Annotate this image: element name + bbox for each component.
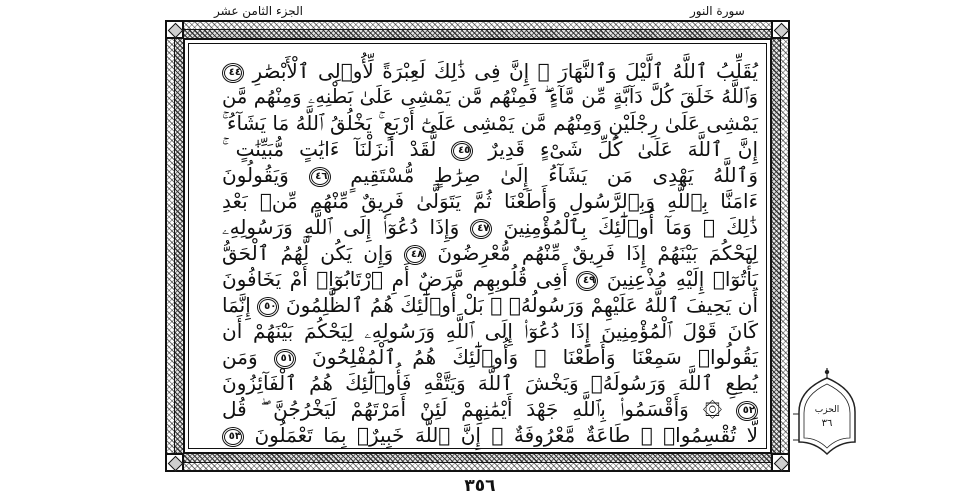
page-number: ٣٥٦: [464, 476, 496, 496]
mushaf-line: [222, 370, 758, 396]
frame-corner-ornament: [771, 453, 790, 472]
hizb-number: ٣٦: [821, 418, 833, 429]
mushaf-text-block: [222, 58, 758, 448]
mushaf-line: [222, 318, 758, 344]
verse-text: أَن يَحِيفَ ٱللَّهُ عَلَيْهِمْ وَرَسُولُهُۥ ۚ بَلْ أُو۟لَٰٓئِكَ هُمُ ٱلظَّٰلِمُونَ: [285, 293, 759, 317]
verse-text: وَمَن: [222, 345, 258, 369]
frame-corner-ornament: [165, 453, 184, 472]
mushaf-line: [222, 214, 758, 240]
mushaf-line: [222, 162, 758, 188]
verse-text: لَّقَدْ أَنزَلْنَآ ءَايَٰتٍ مُّبَيِّنَٰتٍ ۚ: [222, 137, 437, 161]
verse-text: وَأَقْسَمُوا۟ بِٱللَّهِ جَهْدَ أَيْمَٰنِهِمْ لَئِنْ أَمَرْتَهُمْ لَيَخْرُجُنَّ ۖ قُل: [222, 397, 689, 421]
verse-text: لَّا تُقْسِمُوا۟ ۖ طَاعَةٌ مَّعْرُوفَةٌ ۚ إِنَّ ٱللَّهَ خَبِيرٌۢ بِمَا تَعْمَلُونَ: [254, 423, 758, 447]
ayah-end-marker: ٤٦: [309, 167, 331, 187]
hizb-finial: [825, 370, 829, 374]
ayah-end-marker: ٥١: [274, 349, 296, 369]
mushaf-line: [222, 266, 758, 292]
verse-text: أَفِى قُلُوبِهِم مَّرَضٌ أَمِ ٱرْتَابُوٓا۟ أَمْ يَخَافُونَ: [222, 267, 568, 291]
surah-title: سورة النور: [690, 4, 745, 18]
verse-text: وَإِذَا دُعُوٓا۟ إِلَى ٱللَّهِ وَرَسُولِهِۦ: [222, 215, 460, 239]
frame-corner-ornament: [771, 20, 790, 39]
ayah-end-marker: ٤٤: [222, 63, 244, 83]
verse-text: وَيَقُولُونَ: [222, 163, 289, 187]
mushaf-line: [222, 110, 758, 136]
mushaf-line: [222, 344, 758, 370]
juz-title: الجزء الثامن عشر: [214, 4, 303, 18]
frame-corner-ornament: [165, 20, 184, 39]
mushaf-line: [222, 84, 758, 110]
ayah-end-marker: ٤٩: [576, 271, 598, 291]
mushaf-line: [222, 58, 758, 84]
ayah-end-marker: ٤٨: [404, 245, 426, 265]
hizb-marker: [793, 368, 861, 456]
verse-text: ذَٰلِكَ ۚ وَمَآ أُو۟لَٰٓئِكَ بِٱلْمُؤْمِنِينَ: [503, 215, 759, 239]
verse-text: وَٱللَّهُ خَلَقَ كُلَّ دَآبَّةٍ مِّن مَّآءٍ ۖ فَمِنْهُم مَّن يَمْشِى عَلَىٰ بَطْنِهِۦ وَمِنْهُم مَّن: [222, 85, 758, 108]
verse-text: يُطِعِ ٱللَّهَ وَرَسُولَهُۥ وَيَخْشَ ٱللَّهَ وَيَتَّقْهِ فَأُو۟لَٰٓئِكَ هُمُ ٱلْفَآئِزُونَ: [222, 371, 758, 395]
mushaf-line: [222, 292, 758, 318]
mushaf-line: [222, 422, 758, 448]
verse-text: يَقُولُوا۟ سَمِعْنَا وَأَطَعْنَا ۚ وَأُو۟لَٰٓئِكَ هُمُ ٱلْمُفْلِحُونَ: [312, 345, 758, 369]
verse-text: يَمْشِى عَلَىٰ رِجْلَيْنِ وَمِنْهُم مَّن يَمْشِى عَلَىٰٓ أَرْبَعٍ ۚ يَخْلُقُ ٱللَّهُ مَا يَشَآءُ ۚ: [222, 111, 758, 135]
verse-text: إِنَّ ٱللَّهَ عَلَىٰ كُلِّ شَىْءٍ قَدِيرٌ: [488, 137, 759, 161]
mushaf-line: [222, 188, 758, 214]
rub-el-hizb-icon: ۞: [702, 397, 723, 421]
ayah-end-marker: ٥٠: [257, 297, 279, 317]
mushaf-line: [222, 240, 758, 266]
verse-text: لِيَحْكُمَ بَيْنَهُمْ إِذَا فَرِيقٌ مِّنْهُم مُّعْرِضُونَ: [437, 241, 759, 265]
hizb-label: الحزب: [814, 405, 840, 415]
ayah-end-marker: ٥٣: [222, 427, 244, 447]
verse-text: ءَامَنَّا بِٱللَّهِ وَبِٱلرَّسُولِ وَأَطَعْنَا ثُمَّ يَتَوَلَّىٰ فَرِيقٌ مِّنْهُم مِّنۢ بَعْدِ: [222, 189, 758, 213]
verse-text: يُقَلِّبُ ٱللَّهُ ٱلَّيْلَ وَٱلنَّهَارَ ۚ إِنَّ فِى ذَٰلِكَ لَعِبْرَةً لِّأُو۟لِى ٱلْأَبْصَٰرِ: [252, 59, 759, 83]
verse-text: وَٱللَّهُ يَهْدِى مَن يَشَآءُ إِلَىٰ صِرَٰطٍ مُّسْتَقِيمٍ: [350, 163, 758, 187]
verse-text: كَانَ قَوْلَ ٱلْمُؤْمِنِينَ إِذَا دُعُوٓا۟ إِلَى ٱللَّهِ وَرَسُولِهِۦ لِيَحْكُمَ بَيْنَهُمْ أَن: [222, 319, 758, 343]
verse-text: يَأْتُوٓا۟ إِلَيْهِ مُذْعِنِينَ: [606, 267, 759, 291]
verse-text: وَإِن يَكُن لَّهُمُ ٱلْحَقُّ: [222, 241, 394, 265]
ayah-end-marker: ٤٥: [451, 141, 473, 161]
mushaf-line: [222, 396, 758, 422]
verse-text: إِنَّمَا: [222, 293, 251, 317]
ayah-end-marker: ٤٧: [470, 219, 492, 239]
ayah-end-marker: ٥٢: [736, 401, 758, 421]
hizb-arch-outline: [799, 378, 855, 454]
mushaf-line: [222, 136, 758, 162]
